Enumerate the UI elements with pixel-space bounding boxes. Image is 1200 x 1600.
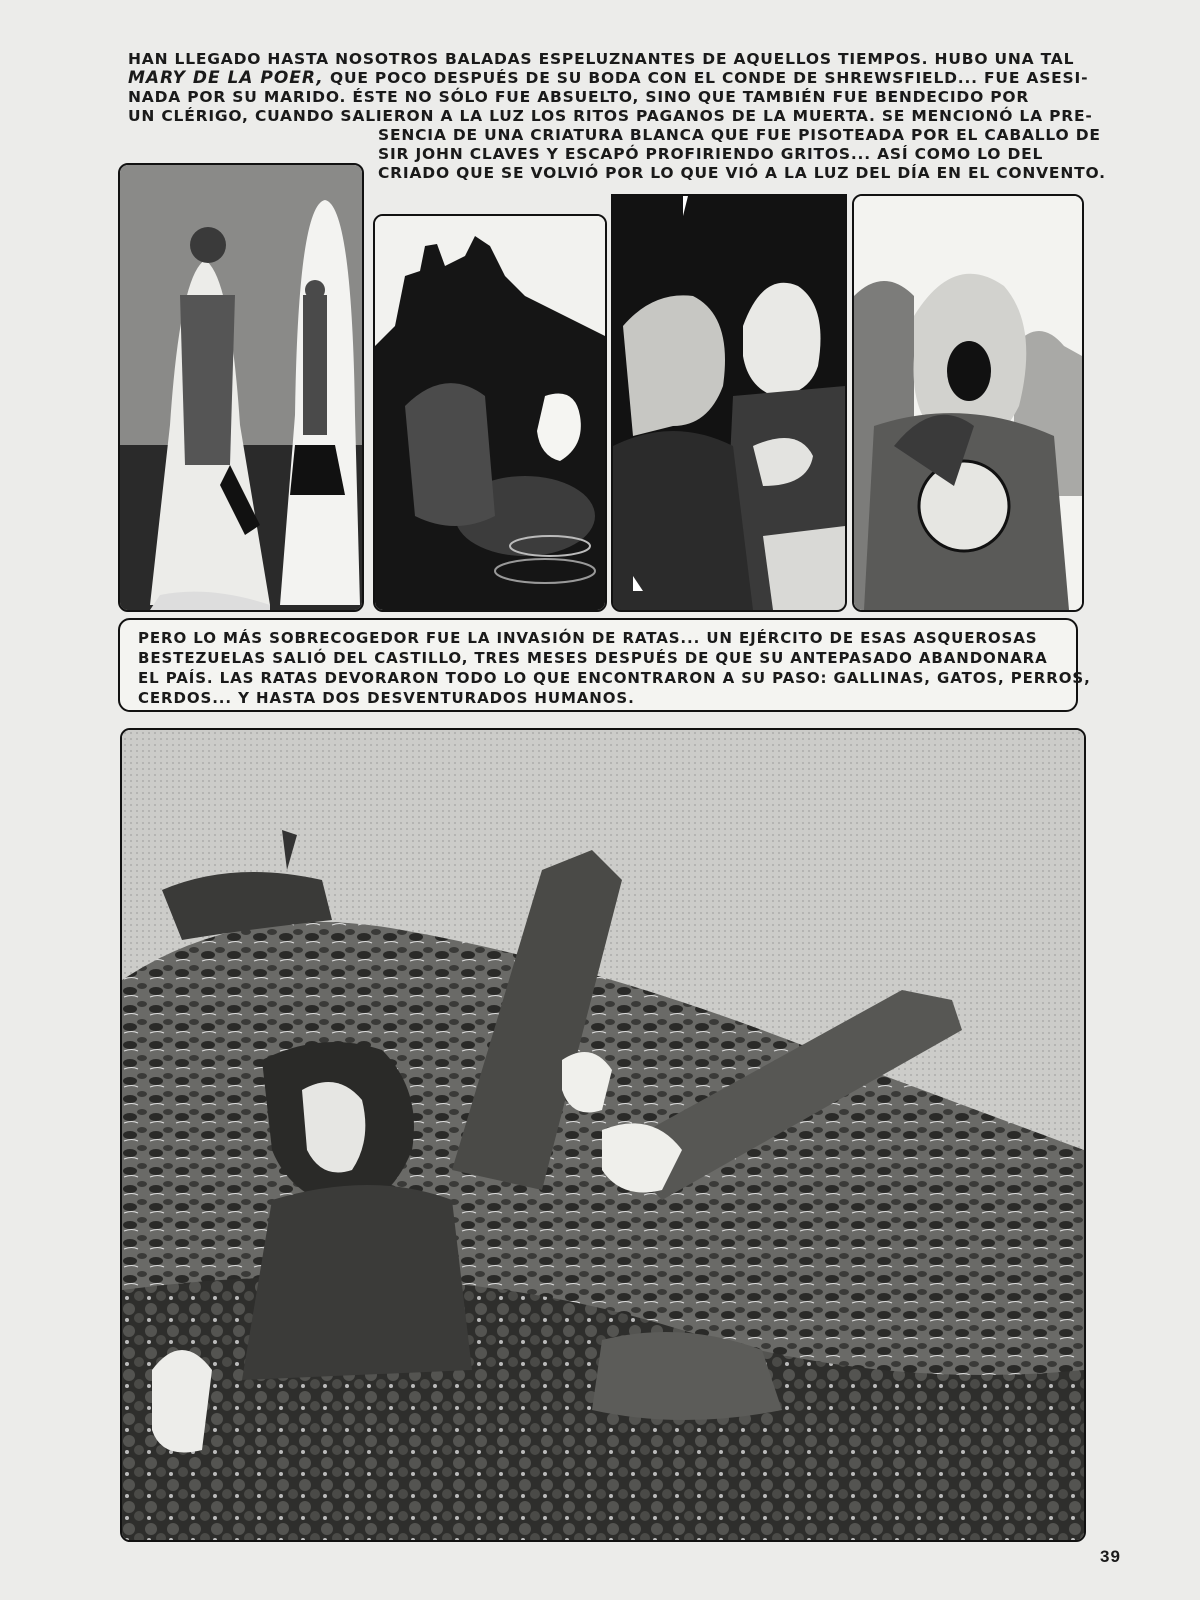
- panel-two-men: [611, 194, 847, 612]
- panel-woman-statue: [118, 163, 364, 612]
- caption-line: SENCIA DE UNA CRIATURA BLANCA QUE FUE PISOTEADA POR EL CABALLO DE: [378, 126, 1101, 144]
- panel-two-men-art: [613, 196, 845, 610]
- caption-line: NADA POR SU MARIDO. ÉSTE NO SÓLO FUE ABSUELTO, SINO QUE TAMBIÉN FUE BENDECIDO POR: [128, 88, 1030, 106]
- caption-line: CRIADO QUE SE VOLVIÓ POR LO QUE VIÓ A LA LUZ DEL DÍA EN EL CONVENTO.: [378, 164, 1106, 182]
- character-name: MARY DE LA POER,: [128, 68, 324, 88]
- page-number: 39: [1100, 1547, 1121, 1566]
- panel-screaming-man: [852, 194, 1084, 612]
- caption-line: PERO LO MÁS SOBRECOGEDOR FUE LA INVASIÓN DE RATAS... UN EJÉRCITO DE ESAS ASQUEROSAS: [138, 629, 1038, 647]
- caption-line: CERDOS... Y HASTA DOS DESVENTURADOS HUMANOS.: [138, 689, 635, 707]
- caption-line: SIR JOHN CLAVES Y ESCAPÓ PROFIRIENDO GRITOS... ASÍ COMO LO DEL: [378, 145, 1044, 163]
- panel-screaming-man-art: [854, 196, 1082, 610]
- panel-rat-invasion-art: [122, 730, 1084, 1540]
- caption-line: EL PAÍS. LAS RATAS DEVORARON TODO LO QUE ENCONTRARON A SU PASO: GALLINAS, GATOS, PERROS,: [138, 669, 1091, 687]
- caption-line: UN CLÉRIGO, CUANDO SALIERON A LA LUZ LOS RITOS PAGANOS DE LA MUERTA. SE MENCIONÓ LA PRE-: [128, 107, 1093, 125]
- panel-woman-statue-art: [120, 165, 362, 610]
- panel-castle-creature-art: [375, 216, 605, 610]
- panel-rat-invasion: [120, 728, 1086, 1542]
- caption-line: BESTEZUELAS SALIÓ DEL CASTILLO, TRES MESES DESPUÉS DE QUE SU ANTEPASADO ABANDONARA: [138, 649, 1048, 667]
- middle-caption: [118, 618, 1091, 712]
- panel-castle-creature: [373, 214, 607, 612]
- caption-line: HAN LLEGADO HASTA NOSOTROS BALADAS ESPELUZNANTES DE AQUELLOS TIEMPOS. HUBO UNA TAL: [128, 50, 1075, 68]
- caption-line: QUE POCO DESPUÉS DE SU BODA CON EL CONDE DE SHREWSFIELD... FUE ASESI-: [329, 69, 1089, 87]
